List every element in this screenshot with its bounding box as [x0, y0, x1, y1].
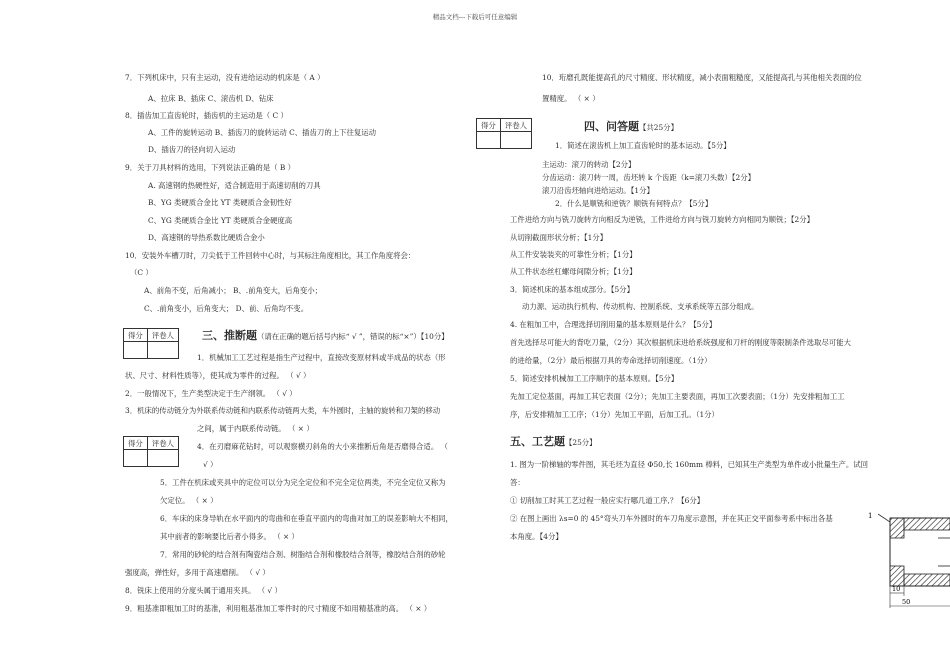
answer-2-line-3: 从工件安装装夹的可靠性分析；【1分】 — [510, 250, 637, 259]
score-label: 得分 — [477, 119, 501, 132]
section-4-heading — [584, 118, 678, 134]
grader-cell — [147, 450, 178, 467]
score-cell — [124, 342, 148, 359]
section-hatch-lower — [904, 574, 950, 586]
score-label: 得分 — [124, 437, 148, 450]
question-10-options-ab: A、前角不变，后角减小； B、.前角变大，后角变小； — [144, 286, 323, 295]
shaft-drawing — [868, 508, 950, 612]
question-10: 10．安装外车槽刀时，刀尖低于工件回转中心时，与其标注角度相比，其工作角度将会： — [125, 251, 416, 260]
process-1-task-2-end: 本角度。【4分】 — [510, 532, 563, 541]
judge-6-line-1: 6．车床的床身导轨在水平面内的弯曲和在垂直平面内的弯曲对加工的误差影响大不相同， — [160, 514, 453, 523]
question-7-options: A、拉床 B、插床 C、滚齿机 D、钻床 — [148, 94, 274, 103]
answer-4-line-1: 首先选择尽可能大的背吃刀量，（2分）其次根据机床进给系统强度和刀杆的刚度等限制条件选取尽可能大 — [510, 338, 851, 347]
answer-1-line-1: 主运动：滚刀的转动【2分】 — [542, 160, 636, 169]
section-5-points: 【25分】 — [565, 438, 597, 447]
judge-5-line-1: 5．工件在机床或夹具中的定位可以分为完全定位和不完全定位两类，不完全定位又称为 — [160, 478, 446, 487]
score-cell — [124, 450, 148, 467]
answer-2-line-4: 从工件状态丝杠螺母间隙分析；【1分】 — [510, 267, 637, 276]
score-cell — [477, 132, 501, 149]
section-5-heading — [510, 433, 597, 449]
judge-6-line-2: 其中前者的影响要比后者小得多。 （ × ） — [160, 532, 299, 541]
answer-1: 1．简述在滚齿机上加工直齿轮时的基本运动。【5分】 — [555, 141, 731, 150]
section-hatch-upper-left — [890, 518, 904, 538]
judge-1-line-1: 1．机械加工工艺过程是指生产过程中，直接改变原材料或半成品的状态（形 — [197, 353, 446, 362]
section-4-points: 【共25分】 — [639, 123, 678, 132]
judge-7-line-1: 7．常用的砂轮的结合剂有陶瓷结合剂、树脂结合剂和橡胶结合剂等，橡胶结合剂的砂轮 — [160, 550, 446, 559]
grader-cell — [500, 132, 531, 149]
section-5-title: 五、工艺题 — [510, 435, 565, 448]
answer-2-line-1: 工件进给方向与铣刀旋转方向相反为逆铣，工件进给方向与铣刀旋转方向相同为顺铣；【2分】 — [510, 215, 815, 224]
answer-5-line-2: 序，后安排精加工工序；（1分）先加工平面，后加工孔。（1分） — [510, 410, 719, 419]
judge-1-line-2: 状、尺寸、材料性质等），使其成为零件的过程。 （ √ ） — [125, 371, 311, 380]
judge-5-line-2: 欠定位。 （ × ） — [160, 496, 218, 505]
dimension-50: 50 — [902, 598, 911, 606]
grader-label: 评卷人 — [147, 437, 178, 450]
section-hatch-lower-left — [890, 566, 904, 586]
judge-3-line-2: 之间，属于内联系传动链。 （ × ） — [197, 424, 314, 433]
process-1-line-2: 答： — [510, 478, 525, 487]
answer-1-line-2: 分齿运动：滚刀转一周，齿坯转 k 个齿距（k=滚刀头数）【2分】 — [542, 173, 756, 182]
dimension-10: 10 — [892, 585, 901, 593]
question-8: 8．插齿加工直齿轮时，插齿机的主运动是（ C ） — [125, 111, 288, 120]
question-8-options: A、工件的旋转运动 B、插齿刀的旋转运动 C、插齿刀的上下往复运动 — [148, 128, 377, 137]
process-1-task-2: ② 在图上画出 λs=0 的 45°弯头刀车外圆时的车刀角度示意图，并在其正交平面参考系中标出各基 — [510, 514, 833, 523]
answer-5: 5．简述安排机械加工工序顺序的基本原则。【5分】 — [510, 374, 679, 383]
judge-10-line-1: 10．珩磨孔既能提高孔的尺寸精度、形状精度，减小表面粗糙度，又能提高孔与其他相关表面的位 — [542, 73, 862, 82]
question-9: 9．关于刀具材料的选用，下列说法正确的是（ B ） — [125, 163, 296, 172]
judge-9: 9．粗基准即粗加工时的基准，利用粗基准加工零件时的尺寸精度不如用精基准的高。 （ × ） — [125, 604, 432, 613]
judge-4-line-1: 4．在刃磨麻花钻时，可以观察横刃斜角的大小来推断后角是否磨得合适。 （ — [197, 442, 448, 451]
judge-10-line-2: 置精度。 （ × ） — [542, 94, 600, 103]
question-9-option-d: D、高速钢的导热系数比硬质合金小 — [148, 233, 265, 242]
question-10-options-cd: C、.前角变小，后角变大； D、前、后角均不变。 — [144, 304, 309, 313]
answer-4: 4. 在粗加工中，合理选择切削用量的基本原则是什么？【5分】 — [510, 320, 717, 329]
judge-4-line-2: √ ） — [203, 460, 218, 469]
question-10-answer: （C ） — [130, 268, 153, 277]
score-label: 得分 — [124, 329, 148, 342]
judge-3-line-1: 3．机床的传动链分为外联系传动链和内联系传动链两大类，车外圆时，主轴的旋转和刀架的移动 — [125, 406, 441, 415]
score-box-inline — [123, 436, 179, 467]
section-3-heading — [202, 327, 449, 343]
judge-7-line-2: 强度高，弹性好，多用于高速磨削。 （ √ ） — [125, 568, 270, 577]
process-1-task-1: ① 切削加工时其工艺过程一般应实行哪几道工序,？【6分】 — [510, 496, 705, 505]
judge-8: 8．铣床上使用的分度头属于通用夹具。 （ √ ） — [125, 586, 282, 595]
score-box-section-4 — [476, 118, 532, 149]
grader-label: 评卷人 — [147, 329, 178, 342]
section-4-title: 四、问答题 — [584, 120, 639, 133]
section-3-title: 三、推断题 — [202, 329, 257, 342]
answer-2-line-2: 从切削截面形状分析；【1分】 — [510, 233, 608, 242]
answer-2: 2．什么是顺铣和逆铣？顺铣有何特点？【5分】 — [555, 199, 713, 208]
grader-cell — [147, 342, 178, 359]
grader-label: 评卷人 — [500, 119, 531, 132]
section-3-note: （请在正确的题后括号内标“ √ ”，错误的标“×”）【10分】 — [257, 332, 449, 341]
leader-line — [878, 514, 890, 522]
question-9-option-b: B、YG 类硬质合金比 YT 类硬质合金韧性好 — [148, 198, 292, 207]
figure-label-1: 1 — [868, 512, 873, 520]
question-9-option-c: C、YG 类硬质合金比 YT 类硬质合金硬度高 — [148, 216, 293, 225]
answer-5-line-1: 先加工定位基面，再加工其它表面（2分）；先加工主要表面，再加工次要表面；（1分）先安排粗加工工 — [510, 392, 845, 401]
question-9-option-a: A. 高速钢的热硬性好，适合制造用于高速切削的刀具 — [148, 181, 321, 190]
question-7: 7．下列机床中，只有主运动，没有进给运动的机床是（ A ） — [125, 73, 325, 82]
judge-2: 2．一般情况下，生产类型决定于生产纲领。 （ √ ） — [125, 389, 297, 398]
page-header: 精品文档---下载后可任意编辑 — [432, 13, 518, 21]
answer-1-line-3: 滚刀沿齿坯轴向进给运动。【1分】 — [542, 186, 654, 195]
answer-3: 3．简述机床的基本组成部分。【5分】 — [510, 285, 634, 294]
section-hatch-upper — [904, 518, 950, 530]
question-8-option-d: D、插齿刀的径向切入运动 — [148, 145, 236, 154]
answer-4-line-2: 的进给量，（2分）最后根据刀具的寿命选择切削速度。（1分） — [510, 356, 712, 365]
process-1-line-1: 1. 图为一阶梯轴的零件图，其毛坯为直径 Φ50,长 160mm 棒料，已知其生产类型为单件或小批量生产。试回 — [510, 460, 869, 469]
score-box-section-3 — [123, 328, 179, 359]
answer-3-line-1: 动力源、运动执行机构、传动机构、控制系统、支承系统等五部分组成。 — [522, 302, 759, 311]
